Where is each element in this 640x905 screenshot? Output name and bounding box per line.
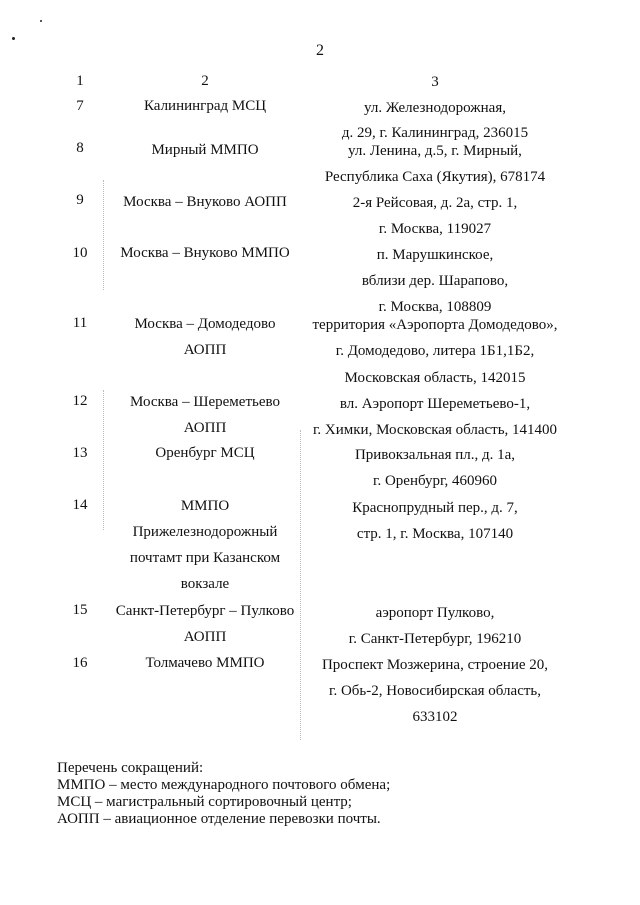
row-address: г. Домодедово, литера 1Б1,1Б2, (335, 343, 535, 359)
row-name: Санкт-Петербург – Пулково (115, 603, 295, 619)
abbreviation-item: ММПО – место международного почтового обмена; (57, 777, 391, 793)
row-address: вблизи дер. Шарапово, (361, 273, 509, 289)
row-address: п. Марушкинское, (376, 247, 494, 263)
row-number: 16 (72, 655, 88, 671)
row-number: 12 (72, 393, 88, 409)
row-address: вл. Аэропорт Шереметьево-1, (339, 396, 531, 412)
row-name: ММПО (180, 498, 230, 514)
row-number: 14 (72, 497, 88, 513)
row-address: стр. 1, г. Москва, 107140 (356, 526, 514, 542)
row-name: почтамт при Казанском (129, 550, 281, 566)
row-address: 633102 (412, 709, 458, 725)
row-name: Толмачево ММПО (145, 655, 265, 671)
row-name: Москва – Домодедово (134, 316, 276, 332)
row-address: Республика Саха (Якутия), 678174 (324, 169, 546, 185)
row-number: 10 (72, 245, 88, 261)
row-name: Москва – Внуково АОПП (123, 194, 287, 210)
abbreviation-item: АОПП – авиационное отделение перевозки почты. (57, 811, 381, 827)
row-name: Мирный ММПО (151, 142, 259, 158)
row-address: г. Химки, Московская область, 141400 (312, 422, 558, 438)
abbreviations-title: Перечень сокращений: (57, 760, 204, 776)
header-col1: 1 (76, 73, 84, 89)
header-col3: 3 (431, 74, 439, 90)
page-number: 2 (316, 42, 324, 59)
row-address: д. 29, г. Калининград, 236015 (341, 125, 529, 141)
row-number: 9 (76, 192, 84, 208)
row-address: г. Москва, 108809 (378, 299, 492, 315)
row-name: АОПП (183, 342, 227, 358)
row-address: г. Санкт-Петербург, 196210 (348, 631, 522, 647)
row-address: Краснопрудный пер., д. 7, (352, 500, 518, 516)
row-number: 7 (76, 98, 84, 114)
row-number: 11 (72, 315, 88, 331)
row-address: г. Обь-2, Новосибирская область, (328, 683, 542, 699)
row-address: 2-я Рейсовая, д. 2а, стр. 1, (352, 195, 518, 211)
row-address: ул. Ленина, д.5, г. Мирный, (348, 143, 522, 159)
row-name: АОПП (183, 420, 227, 436)
row-address: ул. Железнодорожная, (364, 100, 506, 116)
row-name: Москва – Внуково ММПО (120, 245, 290, 261)
row-number: 8 (76, 140, 84, 156)
row-address: г. Москва, 119027 (378, 221, 492, 237)
row-address: аэропорт Пулково, (375, 605, 495, 621)
row-number: 13 (72, 445, 88, 461)
row-address: территория «Аэропорта Домодедово», (312, 317, 558, 333)
scan-speck (12, 37, 15, 40)
row-name: Прижелезнодорожный (132, 524, 278, 540)
row-address: Московская область, 142015 (344, 370, 526, 386)
row-name: вокзале (180, 576, 230, 592)
row-address: г. Оренбург, 460960 (373, 473, 497, 489)
row-address: Проспект Мозжерина, строение 20, (321, 657, 549, 673)
row-name: Оренбург МСЦ (155, 445, 255, 461)
row-number: 15 (72, 602, 88, 618)
row-name: Калининград МСЦ (143, 98, 267, 114)
scan-speck (40, 20, 42, 22)
abbreviation-item: МСЦ – магистральный сортировочный центр; (57, 794, 352, 810)
row-name: Москва – Шереметьево (130, 394, 280, 410)
row-address: Привокзальная пл., д. 1а, (354, 447, 516, 463)
row-name: АОПП (183, 629, 227, 645)
header-col2: 2 (201, 73, 209, 89)
